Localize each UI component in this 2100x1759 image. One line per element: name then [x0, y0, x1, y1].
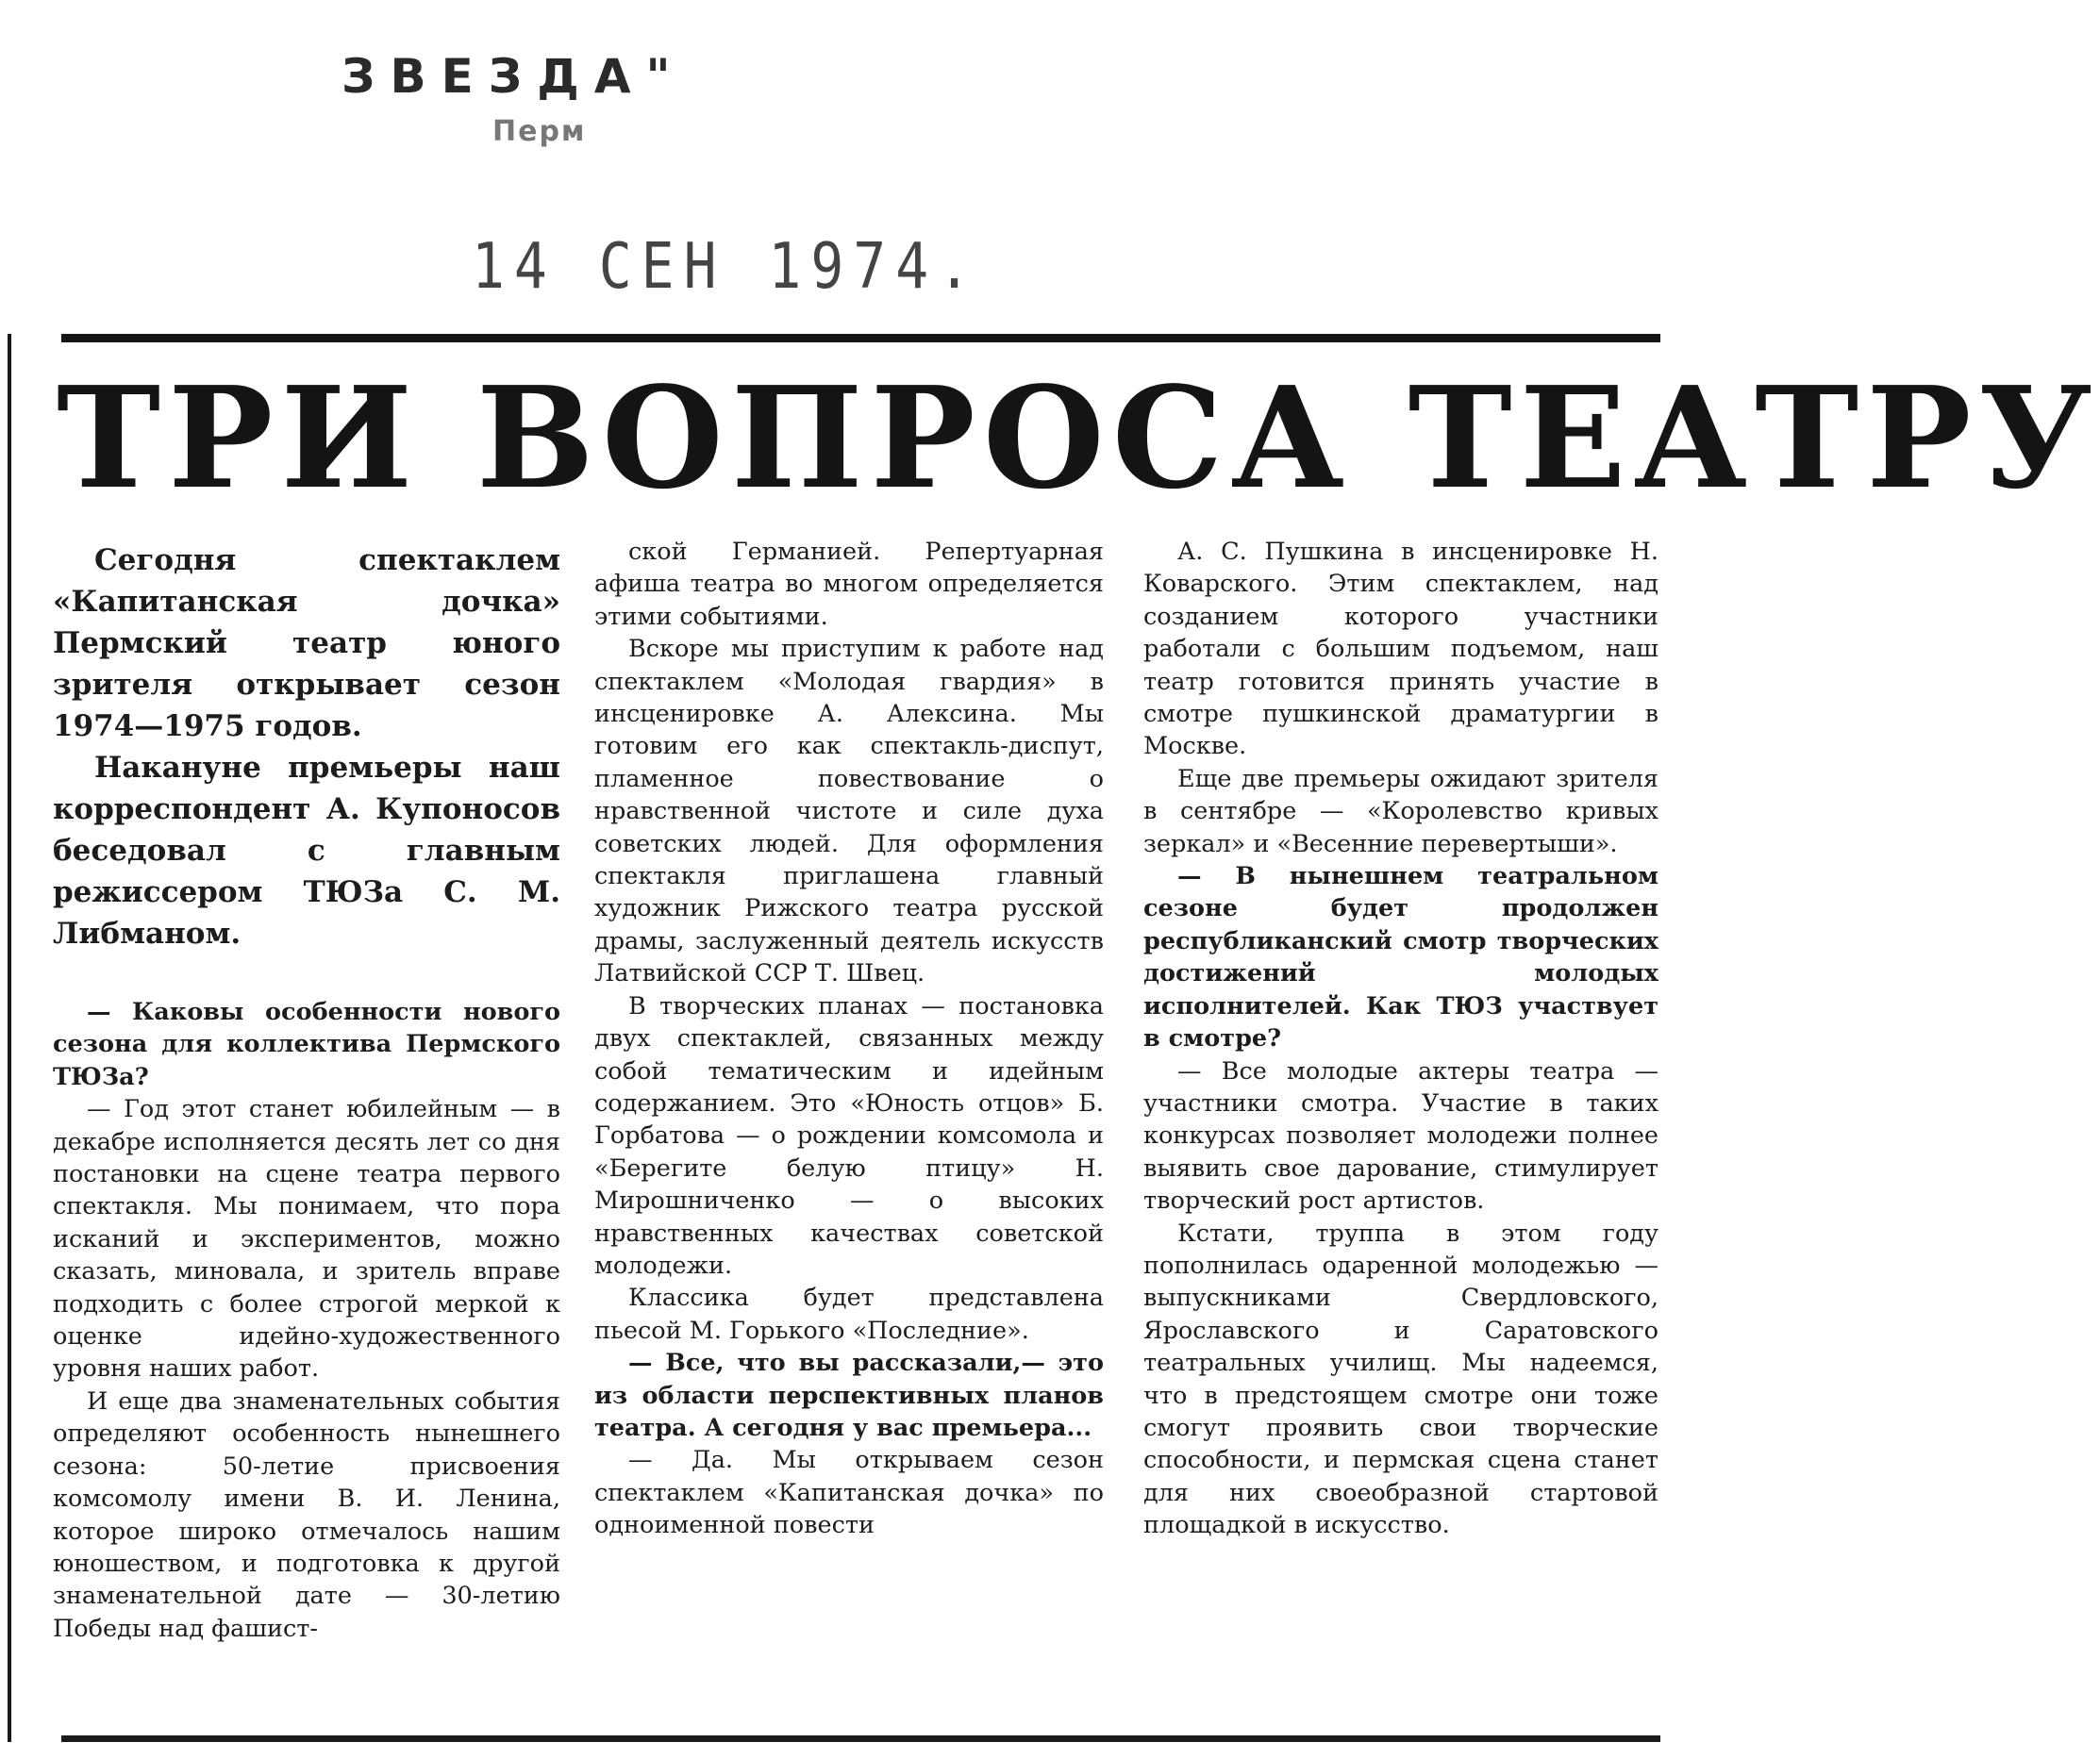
stamp-city: Перм: [492, 115, 587, 148]
column-3: [1143, 536, 1658, 1542]
interview-question: — Все, что вы рассказали,— это из области перспективных планов театра. А сегодня у вас премьера...: [594, 1349, 1104, 1442]
column-1: [53, 539, 560, 1645]
body-paragraph: — Год этот станет юбилейным — в декабре исполняется десять лет со дня постановки на сцене театра первого спектакля. Мы понимаем, что пора исканий и экспериментов, можно сказать, миновала, и зритель вправе подходить с более строгой меркой к оценке идейно-художественного уровня наших работ.: [53, 1095, 560, 1384]
bottom-rule: [61, 1735, 1660, 1742]
article-headline: ТРИ ВОПРОСА ТЕАТРУ: [57, 356, 2100, 520]
body-paragraph: Еще две премьеры ожидают зрителя в сентябре — «Королевство кривых зеркал» и «Весенние перевертыши».: [1143, 764, 1658, 858]
body-paragraph: Кстати, труппа в этом году пополнилась одаренной молодежью — выпускниками Свердловского, Ярославского и Саратовского театральных училищ. Мы надеемся, что в предстоящем смотре они тоже смогут проявить свои творческие способности, и пермская сцена станет для них своеобразной стартовой площадкой в искусство.: [1143, 1219, 1658, 1540]
article-lead: [53, 539, 560, 954]
stamp-date: 14 СЕН 1974.: [472, 228, 981, 304]
left-rule: [8, 334, 11, 1742]
body-paragraph: ской Германией. Репертуарная афиша театра во многом определяется этими событиями.: [594, 538, 1104, 631]
body-paragraph: В творческих планах — постановка двух спектаклей, связанных между собой тематическим и идейным содержанием. Это «Юность отцов» Б. Горбатова — о рождении комсомола и «Берегите белую птицу» Н. Мирошниченко — о высоких нравственных качествах советской молодежи.: [594, 991, 1104, 1280]
column-3-body: [1143, 536, 1658, 1542]
lead-paragraph: Сегодня спектаклем «Капитанская дочка» Пермский театр юного зрителя открывает сезон 1974—1975 годов.: [53, 543, 560, 743]
body-paragraph: Вскоре мы приступим к работе над спектаклем «Молодая гвардия» в инсценировке А. Алексина. Мы готовим его как спектакль-диспут, пламенное повествование о нравственной чистоте и силе духа советских людей. Для оформления спектакля приглашена главный художник Рижского театра русской драмы, заслуженный деятель искусств Латвийской ССР Т. Швец.: [594, 635, 1104, 988]
top-rule: [61, 334, 1660, 342]
body-paragraph: И еще два знаменательных события определяют особенность нынешнего сезона: 50-летие присвоения комсомолу имени В. И. Ленина, которое широко отмечалось нашим юношеством, и подготовка к другой знаменательной дате — 30-летию Победы над фашист-: [53, 1386, 560, 1643]
column-1-body: [53, 996, 560, 1645]
column-2-body: [594, 536, 1104, 1542]
body-paragraph: А. С. Пушкина в инсценировке Н. Коварского. Этим спектаклем, над созданием которого участники работали с большим подъемом, наш театр готовится принять участие в смотре пушкинской драматургии в Москве.: [1143, 538, 1658, 761]
stamp-newspaper-name: ЗВЕЗДА": [342, 49, 686, 104]
body-paragraph: — Да. Мы открываем сезон спектаклем «Капитанская дочка» по одноименной повести: [594, 1446, 1104, 1540]
interview-question: — В нынешнем театральном сезоне будет продолжен республиканский смотр творческих достижений молодых исполнителей. Как ТЮЗ участвует в смотре?: [1143, 862, 1658, 1054]
newspaper-clipping: [8, 330, 2100, 1745]
column-2: [594, 536, 1104, 1542]
body-paragraph: — Все молодые актеры театра — участники смотра. Участие в таких конкурсах позволяет молодежи полнее выявить свое дарование, стимулирует творческий рост артистов.: [1143, 1056, 1658, 1216]
lead-paragraph: Накануне премьеры наш корреспондент А. Купоносов беседовал с главным режиссером ТЮЗа С. М. Либманом.: [53, 751, 560, 951]
interview-question: — Каковы особенности нового сезона для коллектива Пермского ТЮЗа?: [53, 998, 560, 1091]
body-paragraph: Классика будет представлена пьесой М. Горького «Последние».: [594, 1284, 1104, 1345]
